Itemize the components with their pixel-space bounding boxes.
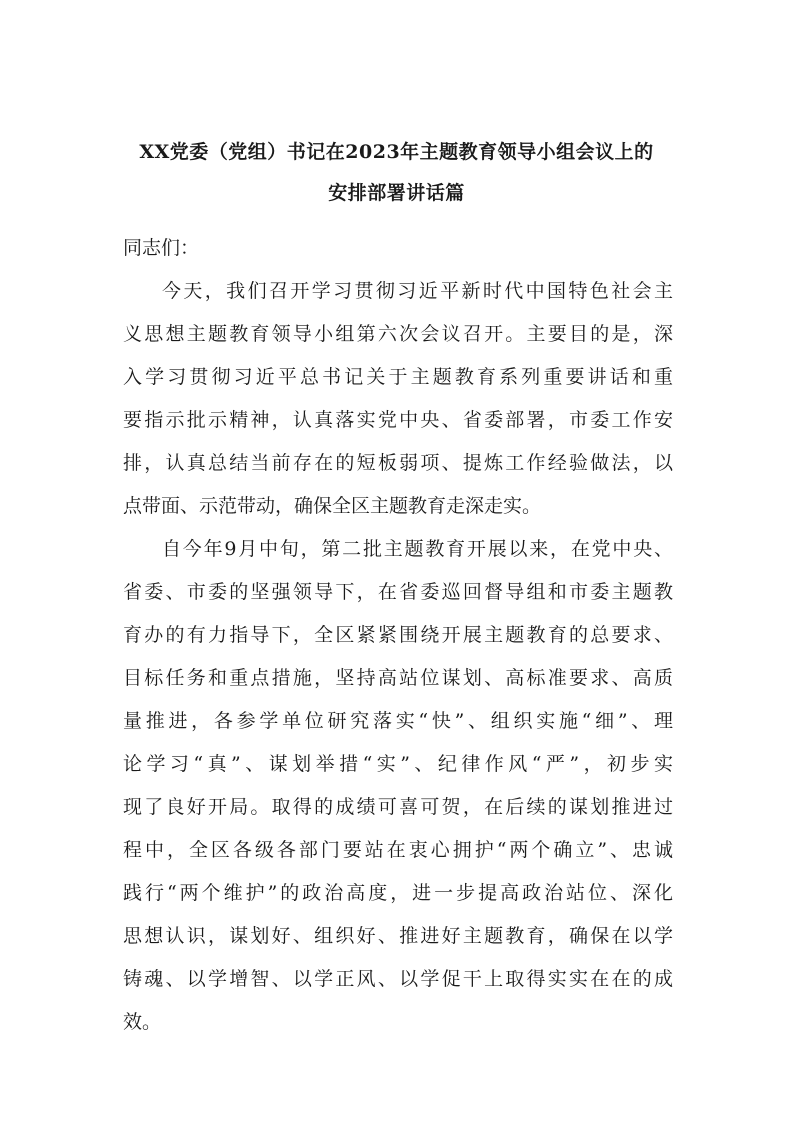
paragraph-line: 自今年9月中旬，第二批主题教育开展以来，在党中央、: [162, 538, 673, 560]
salutation: 同志们：: [123, 237, 200, 259]
paragraph-line: 论学习“真”、谋划举措“实”、纪律作风“严”，初步实: [123, 753, 673, 775]
paragraph-line: 义思想主题教育领导小组第六次会议召开。主要目的是，深: [123, 323, 673, 345]
paragraph-line: 排，认真总结当前存在的短板弱项、提炼工作经验做法，以: [123, 452, 673, 474]
paragraph-line: 践行“两个维护”的政治高度，进一步提高政治站位、深化: [123, 882, 673, 904]
paragraph-line: 育办的有力指导下，全区紧紧围绕开展主题教育的总要求、: [123, 624, 673, 646]
paragraph-line: 现了良好开局。取得的成绩可喜可贺，在后续的谋划推进过: [123, 796, 673, 818]
paragraph-line: 铸魂、以学增智、以学正风、以学促干上取得实实在在的成: [123, 968, 673, 990]
paragraph-line: 入学习贯彻习近平总书记关于主题教育系列重要讲话和重: [123, 366, 673, 388]
paragraph-line: 程中，全区各级各部门要站在衷心拥护“两个确立”、忠诚: [123, 839, 673, 861]
paragraph-line: 量推进，各参学单位研究落实“快”、组织实施“细”、理: [123, 710, 673, 732]
document-title-line-1: XX党委（党组）书记在2023年主题教育领导小组会议上的: [139, 141, 654, 163]
paragraph-line: 今天，我们召开学习贯彻习近平新时代中国特色社会主: [162, 280, 673, 302]
paragraph-line: 要指示批示精神，认真落实党中央、省委部署，市委工作安: [123, 409, 673, 431]
paragraph-line: 目标任务和重点措施，坚持高站位谋划、高标准要求、高质: [123, 667, 673, 689]
paragraph-line: 省委、市委的坚强领导下，在省委巡回督导组和市委主题教: [123, 581, 673, 603]
paragraph-line: 思想认识，谋划好、组织好、推进好主题教育，确保在以学: [123, 925, 673, 947]
paragraph-line: 效。: [123, 1011, 162, 1033]
document-title-line-2: 安排部署讲话篇: [328, 182, 465, 204]
paragraph-line: 点带面、示范带动，确保全区主题教育走深走实。: [123, 495, 542, 517]
